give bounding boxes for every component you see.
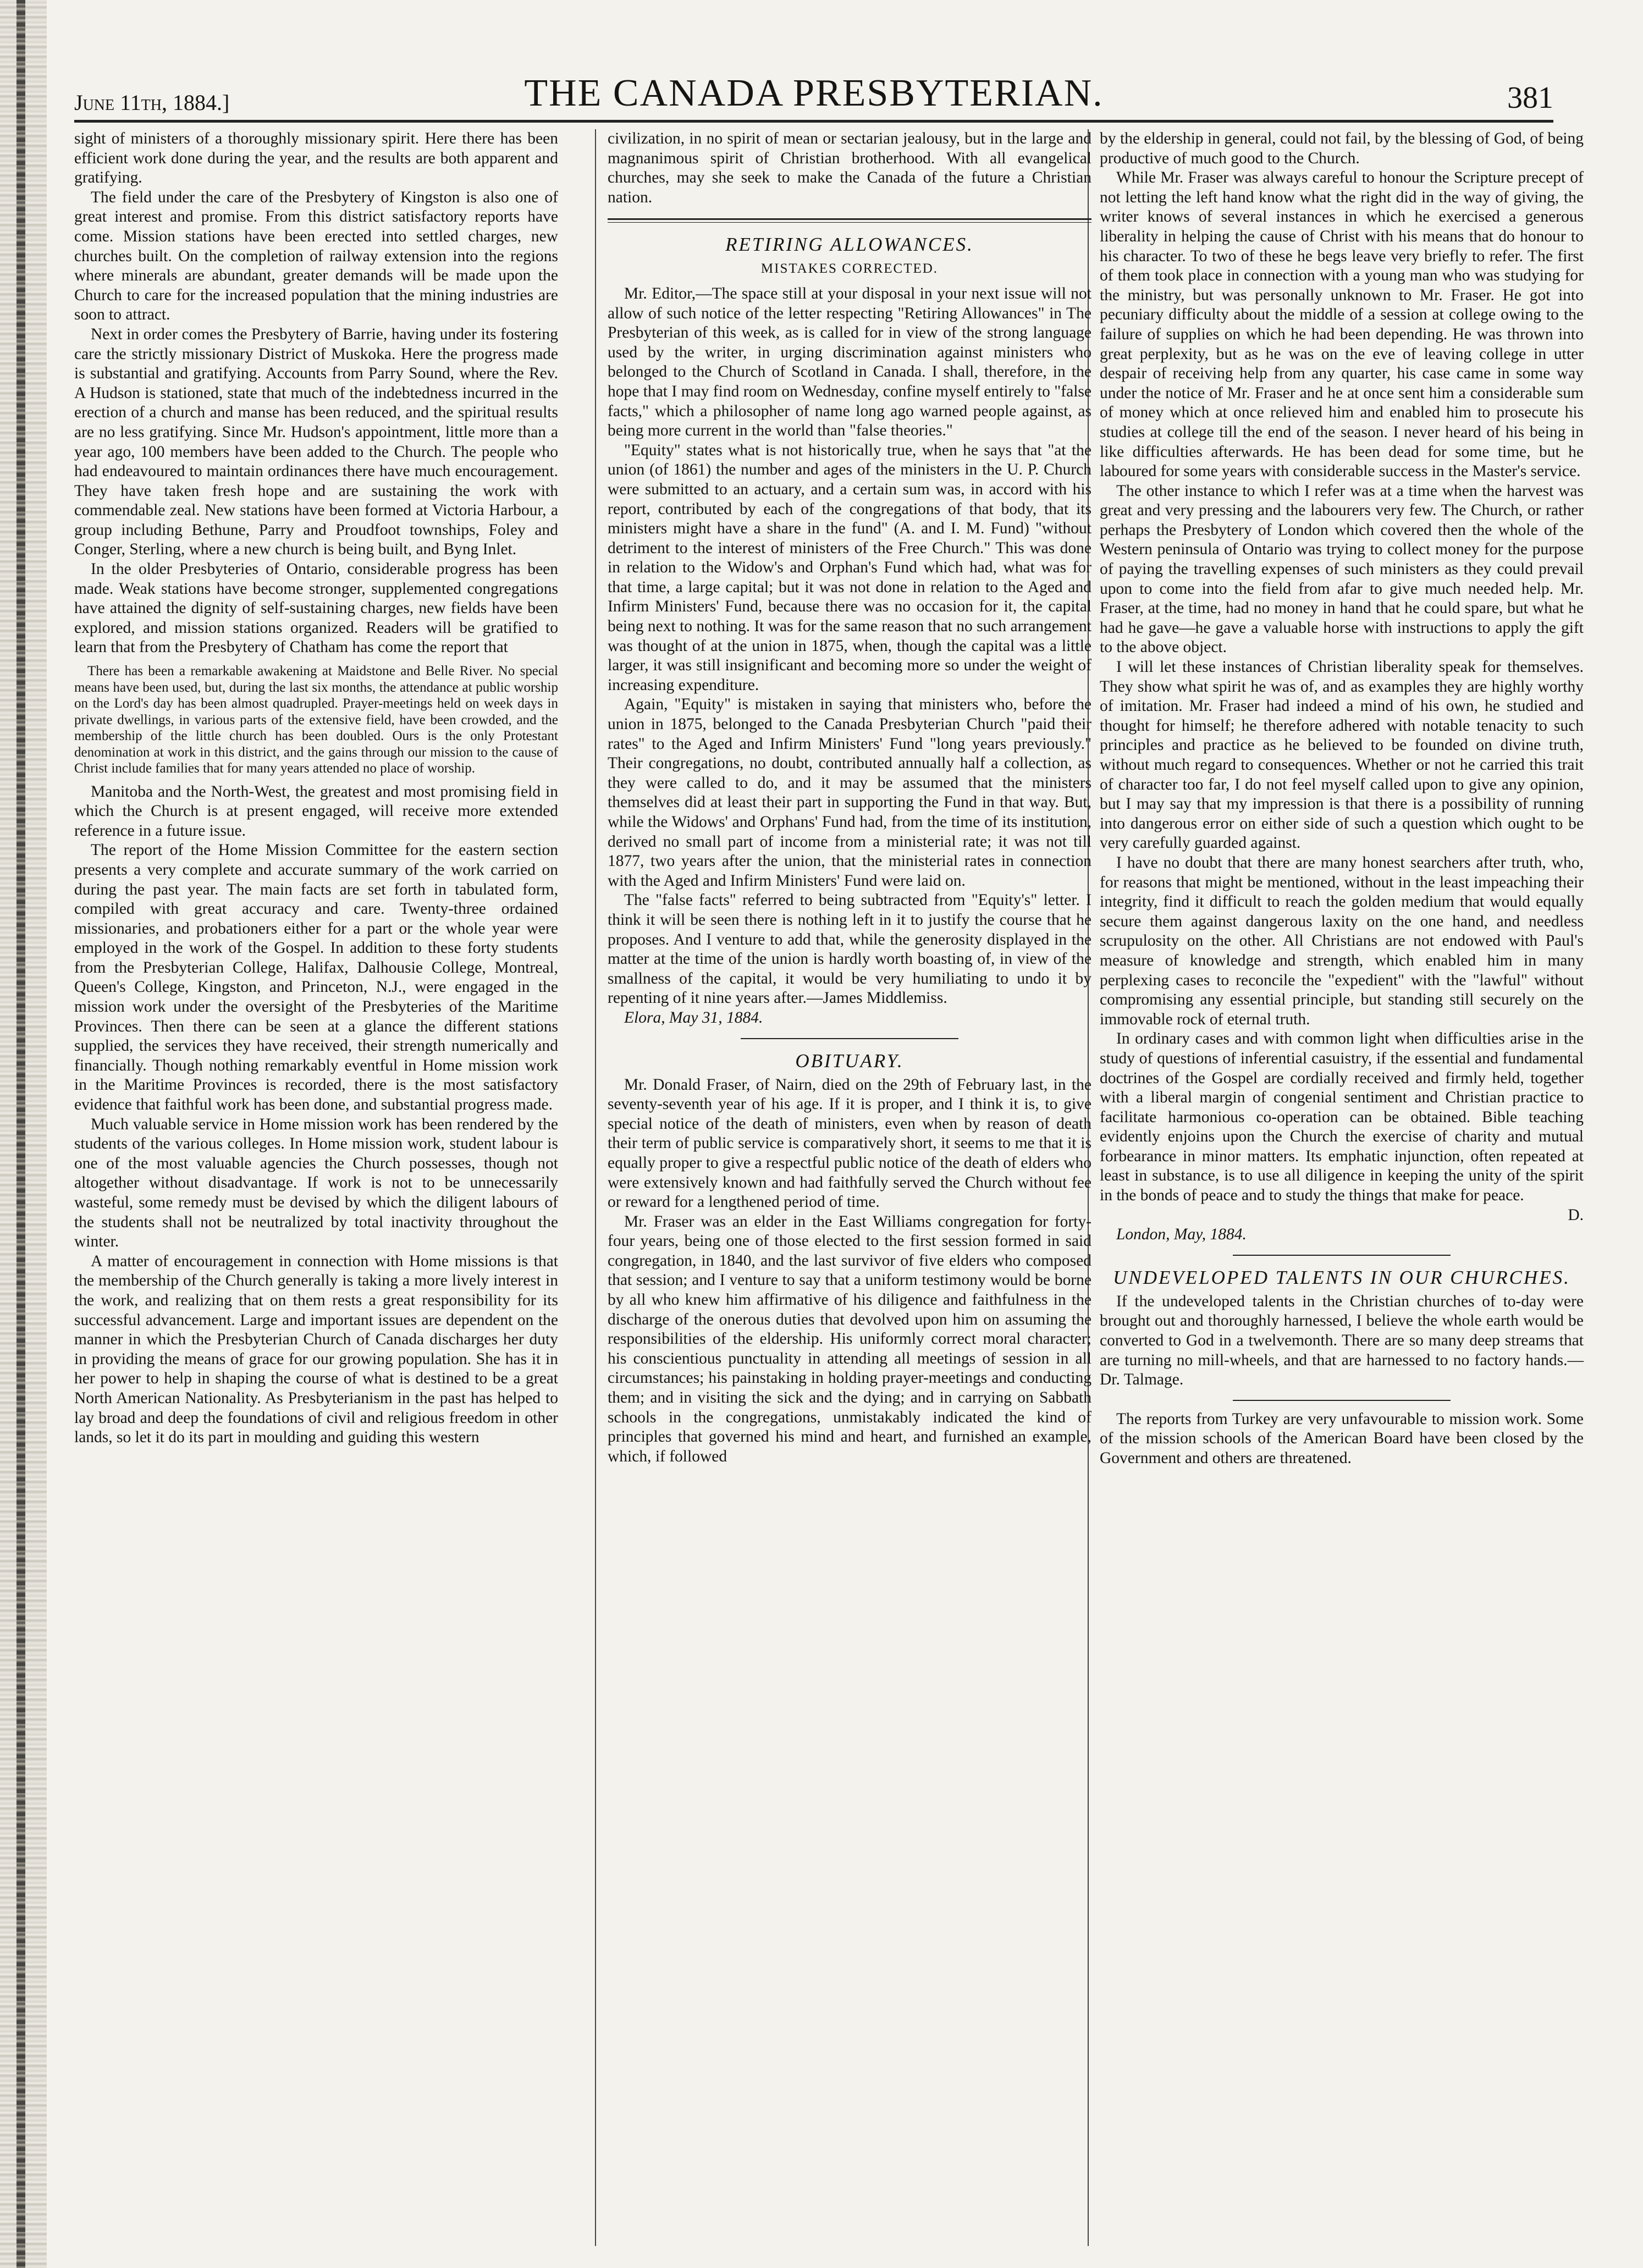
paragraph: Again, "Equity" is mistaken in saying that ministers who, before the union in 1875, belonged to the Canada Presbyterian Church "paid their rates" to the Aged and Infirm Ministers' Fund "long years previously." Their congregations, no doubt, contributed annually half a collection, as they were called to do, and it may be assumed that the ministers themselves did at least their part in supporting the Fund in that way. But, while the Widows' and Orphans' Fund had, from the time of its institution, derived no small part of income from a ministerial rate; it was not till 1877, two years after the union, that the ministerial rates in connection with the Aged and Infirm Ministers' Fund were laid on.: [608, 696, 1091, 890]
column-rule: [595, 129, 596, 2246]
column-1: [74, 129, 558, 1448]
paragraph: The other instance to which I refer was at a time when the harvest was great and very pressing and the labourers very few. The Church, or rather perhaps the Presbytery of London which covered then the whole of the Western peninsula of Ontario was trying to collect money for the purpose of paying the travelling expenses of such ministers as they could prevail upon to come into the field from afar to give much needed help. Mr. Fraser, at the time, had no money in hand that he could spare, but what he had he gave—he gave a valuable horse with instructions to apply the gift to the above object.: [1100, 482, 1584, 656]
paragraph: I will let these instances of Christian liberality speak for themselves. They show what spirit he was of, and as examples they are highly worthy of imitation. Mr. Fraser had indeed a mind of his own, he studied and thought for himself; he therefore adhered with notable tenacity to such principles and practice as he believed to be founded on divine truth, without much regard to consequences. Whether or not he carried this trait of character too far, I do not feel myself called upon to give any opinion, but I may say that my impression is that there is a possibility of running into dangerous error on either side of such a question which ought to be very carefully guarded against.: [1100, 658, 1584, 852]
paragraph: Manitoba and the North-West, the greatest and most promising field in which the Church is at present engaged, will receive more extended reference in a future issue.: [74, 782, 558, 840]
section-divider: [1233, 1255, 1451, 1256]
paragraph: The "false facts" referred to being subtracted from "Equity's" letter. I think it will be seen there is nothing left in it to justify the course that he proposes. And I venture to add that, while the generosity displayed in the matter at the time of the union is hardly worth boasting of, in view of the smallness of the capital, it would be very humiliating to undo it by repenting of it nine years after.—James Middlemiss.: [608, 891, 1091, 1007]
paragraph: Next in order comes the Presbytery of Barrie, having under its fostering care the strictly missionary District of Muskoka. Here the progress made is substantial and gratifying. Accounts from Parry Sound, where the Rev. A Hudson is stationed, state that much of the indebtedness incurred in the erection of a church and manse has been reduced, and the spiritual results are no less gratifying. Since Mr. Hudson's appointment, little more than a year ago, 100 members have been added to the Church. The people who had endeavoured to maintain ordinances there have much encouragement. They have taken fresh hope and are sustaining the work with commendable zeal. New stations have been formed at Victoria Harbour, a group including Bethune, Parry and Proudfoot townships, Foley and Conger, Sterling, where a new church is being built, and Byng Inlet.: [74, 325, 558, 559]
section-divider: [1233, 1400, 1451, 1401]
paragraph: In the older Presbyteries of Ontario, considerable progress has been made. Weak stations have become stronger, supplemented congregations have attained the dignity of self-sustaining charges, new fields have been explored, and mission stations organized. Readers will be gratified to learn that from the Presbytery of Chatham has come the report that: [74, 560, 558, 656]
newspaper-title: THE CANADA PRESBYTERIAN.: [524, 72, 1104, 114]
paragraph: A matter of encouragement in connection with Home missions is that the membership of the Church generally is taking a more lively interest in the work, and realizing that on them rests a great responsibility for its successful advancement. Large and important issues are dependent on the manner in which the Presbyterian Church of Canada discharges her duty in providing the means of grace for our growing population. She has it in her power to help in shaping the course of what is destined to be a great North American Nationality. As Presbyterianism in the past has helped to lay broad and deep the foundations of civil and religious freedom in other lands, so let it do its part in moulding and guiding this western: [74, 1252, 558, 1447]
paragraph: The field under the care of the Presbytery of Kingston is also one of great interest and promise. From this district satisfactory reports have come. Mission stations have been erected into settled charges, new churches built. On the completion of railway extension into the regions where minerals are abundant, greater demands will be made upon the Church to care for the increased population that the mining industries are soon to attract.: [74, 188, 558, 324]
dateline: Elora, May 31, 1884.: [624, 1008, 763, 1027]
paragraph: Mr. Fraser was an elder in the East Williams congregation for forty-four years, being one of those elected to the first session formed in said congregation, in 1840, and the last survivor of five elders who composed that session; and I venture to say that a uniform testimony would be borne by all who knew him affirmative of his diligence and faithfulness in the discharge of the onerous duties that devolved upon him on assuming the responsibilities of the eldership. His uniformly correct moral character; his conscientious punctuality in attending all meetings of session in all circumstances; his painstaking in holding prayer-meetings and conducting them; and in visiting the sick and the dying; and in carrying on Sabbath schools in the congregations, unmistakably indicated the kind of principles that governed his mind and heart, and furnished an example, which, if followed: [608, 1212, 1091, 1465]
column-3: [1100, 129, 1584, 1469]
block-quote: There has been a remarkable awakening at Maidstone and Belle River. No special means have been used, but, during the last six months, the attendance at public worship on the Lord's day has been almost quadrupled. Prayer-meetings held on week days in private dwellings, in various parts of the extensive field, have been crowded, and the membership of the little church has been doubled. Ours is the only Protestant denomination at work in this district, and the gains through our mission to the cause of Christ include families that for many years attended no place of worship.: [74, 664, 558, 776]
section-divider: [608, 218, 1091, 223]
section-subheading: MISTAKES CORRECTED.: [760, 261, 939, 277]
paragraph: The reports from Turkey are very unfavourable to mission work. Some of the mission schools of the American Board have been closed by the Government and others are threatened.: [1100, 1410, 1584, 1467]
paragraph: Much valuable service in Home mission work has been rendered by the students of the various colleges. In Home mission work, student labour is one of the most valuable agencies the Church possesses, though not altogether without disadvantage. If work is not to be unnecessarily wasteful, some remedy must be devised by which the diligent labours of the students shall not be neutralized by total inactivity throughout the winter.: [74, 1115, 558, 1251]
paragraph: Mr. Donald Fraser, of Nairn, died on the 29th of February last, in the seventy-seventh year of his age. If it is proper, and I think it is, to give special notice of the death of ministers, even when by reason of death their term of public service is comparatively short, it seems to me that it is equally proper to give a respectful public notice of the death of elders who were extensively known and had faithfully served the Church without fee or reward for a lengthened period of time.: [608, 1075, 1091, 1211]
paragraph: If the undeveloped talents in the Christian churches of to-day were brought out and thoroughly harnessed, I believe the whole earth would be converted to God in a twelvemonth. There are so many deep streams that are turning no mill-wheels, and that are harnessed to no factory hands.—Dr. Talmage.: [1100, 1292, 1584, 1389]
paragraph: While Mr. Fraser was always careful to honour the Scripture precept of not letting the left hand know what the right did in the way of giving, the writer knows of several instances in which he exercised a generous liberality in helping the cause of Christ with his means that do honour to his character. To two of these he begs leave very briefly to refer. The first of them took place in connection with a young man who was studying for the ministry, but was personally unknown to Mr. Fraser. He got into pecuniary difficulty about the middle of a session at college owing to the failure of supplies on which he had been depending. He was thrown into great perplexity, but as he was on the eve of leaving college in utter despair of receiving help from any quarter, his case came in some way under the notice of Mr. Fraser and he at once sent him a considerable sum of money which at once relieved him and enabled him to prosecute his studies at college till the end of the season. I never heard of his being in like difficulties afterwards. He has been dead for some time, but he laboured for some years with considerable success in the Master's service.: [1100, 169, 1584, 481]
paragraph: I have no doubt that there are many honest searchers after truth, who, for reasons that might be mentioned, without in the least impeaching their integrity, find it difficult to reach the golden medium that would equally secure them against dangerous laxity on the one hand, and needless scrupulosity on the other. All Christians are not endowed with Paul's measure of knowledge and strength, which enabled him in many perplexing cases to reconcile the "expedient" with the "lawful" without compromising any essential principle, but standing still securely on the immovable rock of eternal truth.: [1100, 853, 1584, 1028]
signature: D.: [1568, 1206, 1584, 1224]
dateline: London, May, 1884.: [1116, 1226, 1247, 1244]
masthead-rule: [74, 120, 1553, 123]
page-number: 381: [1507, 81, 1553, 115]
paragraph: Mr. Editor,—The space still at your disposal in your next issue will not allow of such notice of the letter respecting "Retiring Allowances" in The Presbyterian of this week, as is called for in view of the strong language used by the writer, in urging discrimination against ministers who belonged to the Church of Scotland in Canada. I shall, therefore, in the hope that I may find room on Wednesday, confine myself entirely to "false facts," which a philosopher of name long ago warned people against, as being more current in the world than "false theories.": [608, 284, 1091, 440]
paragraph: The report of the Home Mission Committee for the eastern section presents a very complete and accurate summary of the work carried on during the past year. The main facts are set forth in tabulated form, compiled with great accuracy and care. Twenty-three ordained missionaries, and probationers either for a part or the whole year were employed in the work of the Gospel. In addition to these forty students from the Presbyterian College, Halifax, Dalhousie College, Montreal, Queen's College, Kingston, and Princeton, N.J., were engaged in the mission work under the oversight of the Presbyteries of the Maritime Provinces. Then there can be seen at a glance the different stations supplied, the services they have received, their strength numerically and financially. Though nothing remarkably eventful in Home mission work in the Maritime Provinces is recorded, there is the most satisfactory evidence that faithful work has been done, and substantial progress made.: [74, 841, 558, 1114]
column-2: [608, 129, 1091, 1466]
section-heading: OBITUARY.: [795, 1050, 904, 1072]
paragraph: by the eldership in general, could not fail, by the blessing of God, of being productive of much good to the Church.: [1100, 130, 1584, 167]
issue-date: June 11th, 1884.]: [74, 90, 230, 115]
section-heading: UNDEVELOPED TALENTS IN OUR CHURCHES.: [1113, 1266, 1570, 1288]
section-heading: RETIRING ALLOWANCES.: [725, 234, 974, 256]
paragraph: "Equity" states what is not historically true, when he says that "at the union (of 1861) the number and ages of the ministers in the U. P. Church were submitted to an actuary, and a certain sum was, in accord with his report, contributed by each of the congregations of that body, that its ministers might have a share in the fund" (A. and I. M. Fund) "without detriment to the interest of ministers of the Free Church." This was done in relation to the Widow's and Orphan's Fund which had, what was for that time, a large capital; but it was not done in relation to the Aged and Infirm Ministers' Fund, because there was no occasion for it, the capital being next to nothing. It was for the same reason that no such arrangement was thought of at the union in 1875, when, though the capital was a little larger, it was still insignificant and becoming more so under the weight of increasing expenditure.: [608, 441, 1091, 694]
paragraph: sight of ministers of a thoroughly missionary spirit. Here there has been efficient work done during the year, and the results are both apparent and gratifying.: [74, 130, 558, 187]
page-binding-edge: [0, 0, 47, 2268]
masthead: [74, 55, 1553, 115]
section-divider: [741, 1038, 958, 1039]
paragraph: In ordinary cases and with common light when difficulties arise in the study of questions of inferential casuistry, if the essential and fundamental doctrines of the Gospel are cordially received and firmly held, together with a liberal margin of congenial sentiment and Christian practice to facilitate harmonious co-operation can be obtained. Bible teaching evidently enjoins upon the Church the exercise of charity and mutual forbearance in minor matters. Its emphatic injunction, often repeated at least in substance, is to use all diligence in keeping the unity of the spirit in the bonds of peace and to study the things that make for peace.: [1100, 1030, 1584, 1205]
paragraph: civilization, in no spirit of mean or sectarian jealousy, but in the large and magnanimous spirit of Christian brotherhood. With all evangelical churches, may she seek to make the Canada of the future a Christian nation.: [608, 130, 1091, 206]
